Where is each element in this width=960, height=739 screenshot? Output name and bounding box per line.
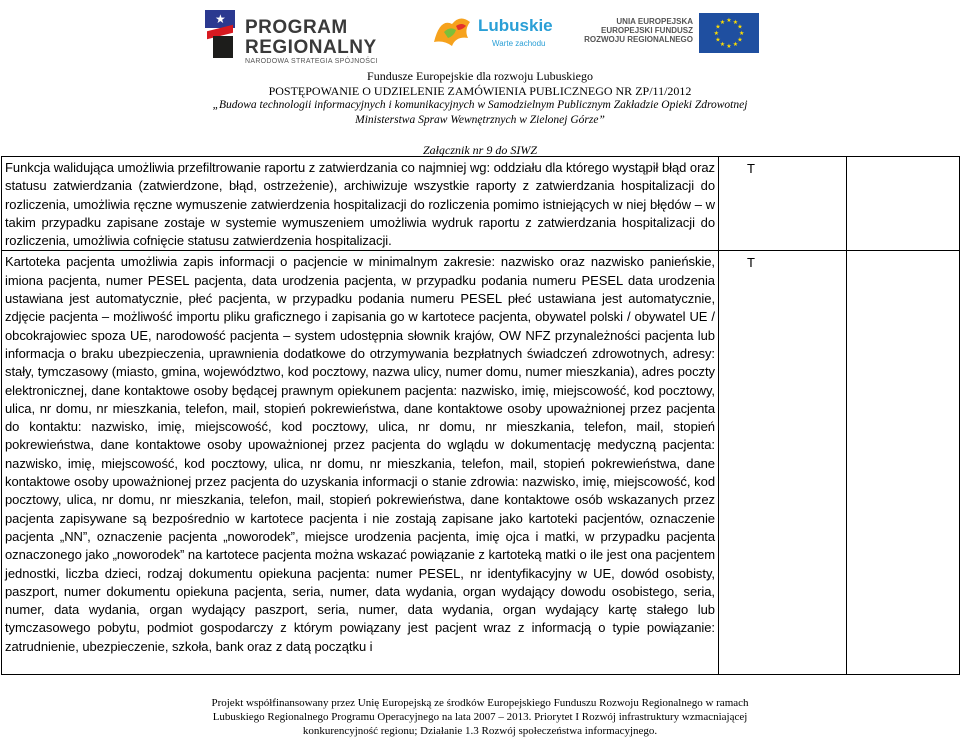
eu-logo-line3: ROZWOJU REGIONALNEGO (584, 35, 693, 44)
eu-logo (583, 13, 759, 55)
program-logo-line1: PROGRAM (245, 17, 348, 38)
footer-line-3: konkurencyjność regionu; Działanie 1.3 Rozwój społeczeństwa informacyjnego. (302, 725, 658, 737)
header-project-line: „Budowa technologii informacyjnych i komunikacyjnych w Samodzielnym Publicznym Zakładzie Opieki Zdrowotnej (212, 99, 748, 111)
svg-text:★: ★ (737, 36, 743, 44)
program-logo-subtitle: NARODOWA STRATEGIA SPÓJNOŚCI (245, 58, 378, 65)
svg-text:★: ★ (737, 23, 743, 31)
footer-line-1: Projekt współfinansowany przez Unię Europejską ze środków Europejskiego Funduszu Rozwoju Regionalnego w ramach (211, 697, 749, 709)
program-logo-line2: REGIONALNY (245, 37, 377, 58)
requirement-mark-cell (719, 157, 847, 251)
table-row (2, 251, 960, 675)
requirement-mark: T (747, 161, 755, 176)
svg-text:★: ★ (715, 23, 721, 31)
svg-text:★: ★ (719, 18, 726, 26)
header-procedure-line: POSTĘPOWANIE O UDZIELENIE ZAMÓWIENIA PUBLICZNEGO NR ZP/11/2012 (268, 84, 692, 98)
svg-text:★: ★ (715, 36, 721, 44)
requirement-extra-cell (847, 157, 960, 251)
lubuskie-logo (430, 10, 560, 54)
requirement-description-cell (2, 157, 719, 251)
requirement-extra-cell (847, 251, 960, 675)
requirements-table (1, 156, 960, 675)
requirement-description-cell (2, 251, 719, 675)
eu-flag-icon (699, 13, 759, 53)
requirement-description: Funkcja walidująca umożliwia przefiltrowanie raportu z zatwierdzania co najmniej wg: oddziału dla którego wystąpił błąd oraz statusu zatwierdzania (zatwierdzone, błąd, ostrzeżenie), archiwizuje wszystkie raporty z zatwierdzania hospitalizacji do rozliczenia, umożliwia ręczne wymuszenie zatwierdzenia hospitalizacji do rozliczenia pomimo istniejących w niej błędów – w takim przypadku zapisane zostaje w systemie wymuszeniem umożliwia wydruk raportu z zatwierdzania hospitalizacji do rozliczenia, umożliwia cofnięcie statusu zatwierdzenia hospitalizacji. (5, 160, 715, 249)
requirement-mark: T (747, 255, 755, 271)
logo-banner (0, 0, 960, 70)
eu-logo-line1: UNIA EUROPEJSKA (616, 17, 693, 26)
lubuskie-emblem-icon (430, 12, 474, 52)
svg-text:★: ★ (739, 30, 745, 37)
svg-text:★: ★ (719, 41, 726, 49)
header-funds-line: Fundusze Europejskie dla rozwoju Lubuskiego (367, 69, 593, 83)
svg-text:★: ★ (713, 30, 719, 37)
requirement-description: Kartoteka pacjenta umożliwia zapis informacji o pacjencie w minimalnym zakresie: nazwisko oraz nazwisko panieńskie, imiona pacjenta, numer PESEL pacjenta, data urodzenia pacjenta, w przypadku podania numeru PESEL data urodzenia ustawiana jest automatycznie, płeć pacjenta, w przypadku podania numeru PESEL płeć ustawiana jest automatycznie, zdjęcie pacjenta – możliwość importu pliku graficznego i zapisania go w kartotece pacjenta, obywatel polski / obywatel UE / obcokrajowiec spoza UE, narodowość pacjenta – system udostępnia słownik krajów, OW NFZ przynależności pacjenta lub informacja o braku ubezpieczenia, uprawnienia dodatkowe do otrzymywania bezpłatnych świadczeń zdrowotnych, adresy: stały, tymczasowy (miasto, gmina, województwo, kod pocztowy, nazwa ulicy, numer domu, numer mieszkania), adres poczty elektronicznej, dane kontaktowe osoby będącej prawnym opiekunem pacjenta: nazwisko, imię, miejscowość, kod pocztowy, ulica, nr domu, nr mieszkania, telefon, mail, stopień pokrewieństwa, dane kontaktowe osoby upoważnionej przez pacjenta do kontaktu: nazwisko, imię, miejscowość, kod pocztowy, ulica, nr domu, nr mieszkania, telefon, mail, stopień pokrewieństwa, dane kontaktowe osoby upoważnionej przez pacjenta do wglądu w dokumentację medyczną pacjenta: nazwisko, imię, miejscowość, kod pocztowy, ulica, nr domu, nr mieszkania, telefon, mail, stopień pokrewieństwa, dane kontaktowe osoby upoważnionej przez pacjenta do uzyskania informacji o stanie zdrowia: nazwisko, imię, miejscowość, kod pocztowy, ulica, nr domu, nr mieszkania, telefon, mail, stopień pokrewieństwa, dane kontaktowe osób wskazanych przez pacjenta zapisywane są bezpośrednio w kartotece pacjenta i nie zostają zapisane jako kartoteki pacjentów, oznaczenie pacjenta „NN”, oznaczenie pacjenta „noworodek”, miejsce urodzenia pacjenta, imię ojca i matki, w przypadku pacjenta oznaczonego jako „noworodek” na kartotece pacjenta można wskazać powiązanie z kartoteką matki o ile jest ona pacjentem jednostki, liczba dzieci, rodzaj dokumentu opiekuna pacjenta: numer PESEL, nr identyfikacyjny w UE, dowód osobisty, paszport, numer dokumentu opiekuna pacjenta, seria, numer, data wydania, organ wydający dowodu osobistego, seria, numer, data wydania, organ wydający paszport, seria, numer, data wydania, organ wydający kartę stałego lub tymczasowego pobytu, podmiot gospodarczy z którym powiązany jest pacjent wraz z informacją o typie powiązanie: zatrudnienie, ubezpieczenie, szkoła, bank oraz z datą początku i (5, 254, 715, 654)
eu-logo-line2: EUROPEJSKI FUNDUSZ (600, 26, 693, 35)
program-logo-text (245, 18, 377, 58)
program-regionalny-logo (203, 6, 393, 65)
attachment-label: Załącznik nr 9 do SIWZ (423, 143, 537, 157)
header-ministry-line: Ministerstwa Spraw Wewnętrznych w Zielonej Górze” (355, 114, 605, 126)
svg-text:★: ★ (732, 41, 739, 49)
requirement-mark-cell (719, 251, 847, 675)
footer-line-2: Lubuskiego Regionalnego Programu Operacyjnego na lata 2007 – 2013. Priorytet I Rozwój infrastruktury wzmacniającej (212, 711, 748, 723)
eu-logo-text (583, 17, 693, 44)
svg-text:★: ★ (726, 17, 732, 24)
program-flag-icon: ★ (203, 6, 235, 60)
svg-text:★: ★ (732, 18, 739, 26)
lubuskie-logo-tagline: Warte zachodu (492, 39, 546, 48)
svg-text:★: ★ (726, 43, 732, 50)
table-row (2, 157, 960, 251)
lubuskie-logo-name: Lubuskie (478, 16, 553, 35)
